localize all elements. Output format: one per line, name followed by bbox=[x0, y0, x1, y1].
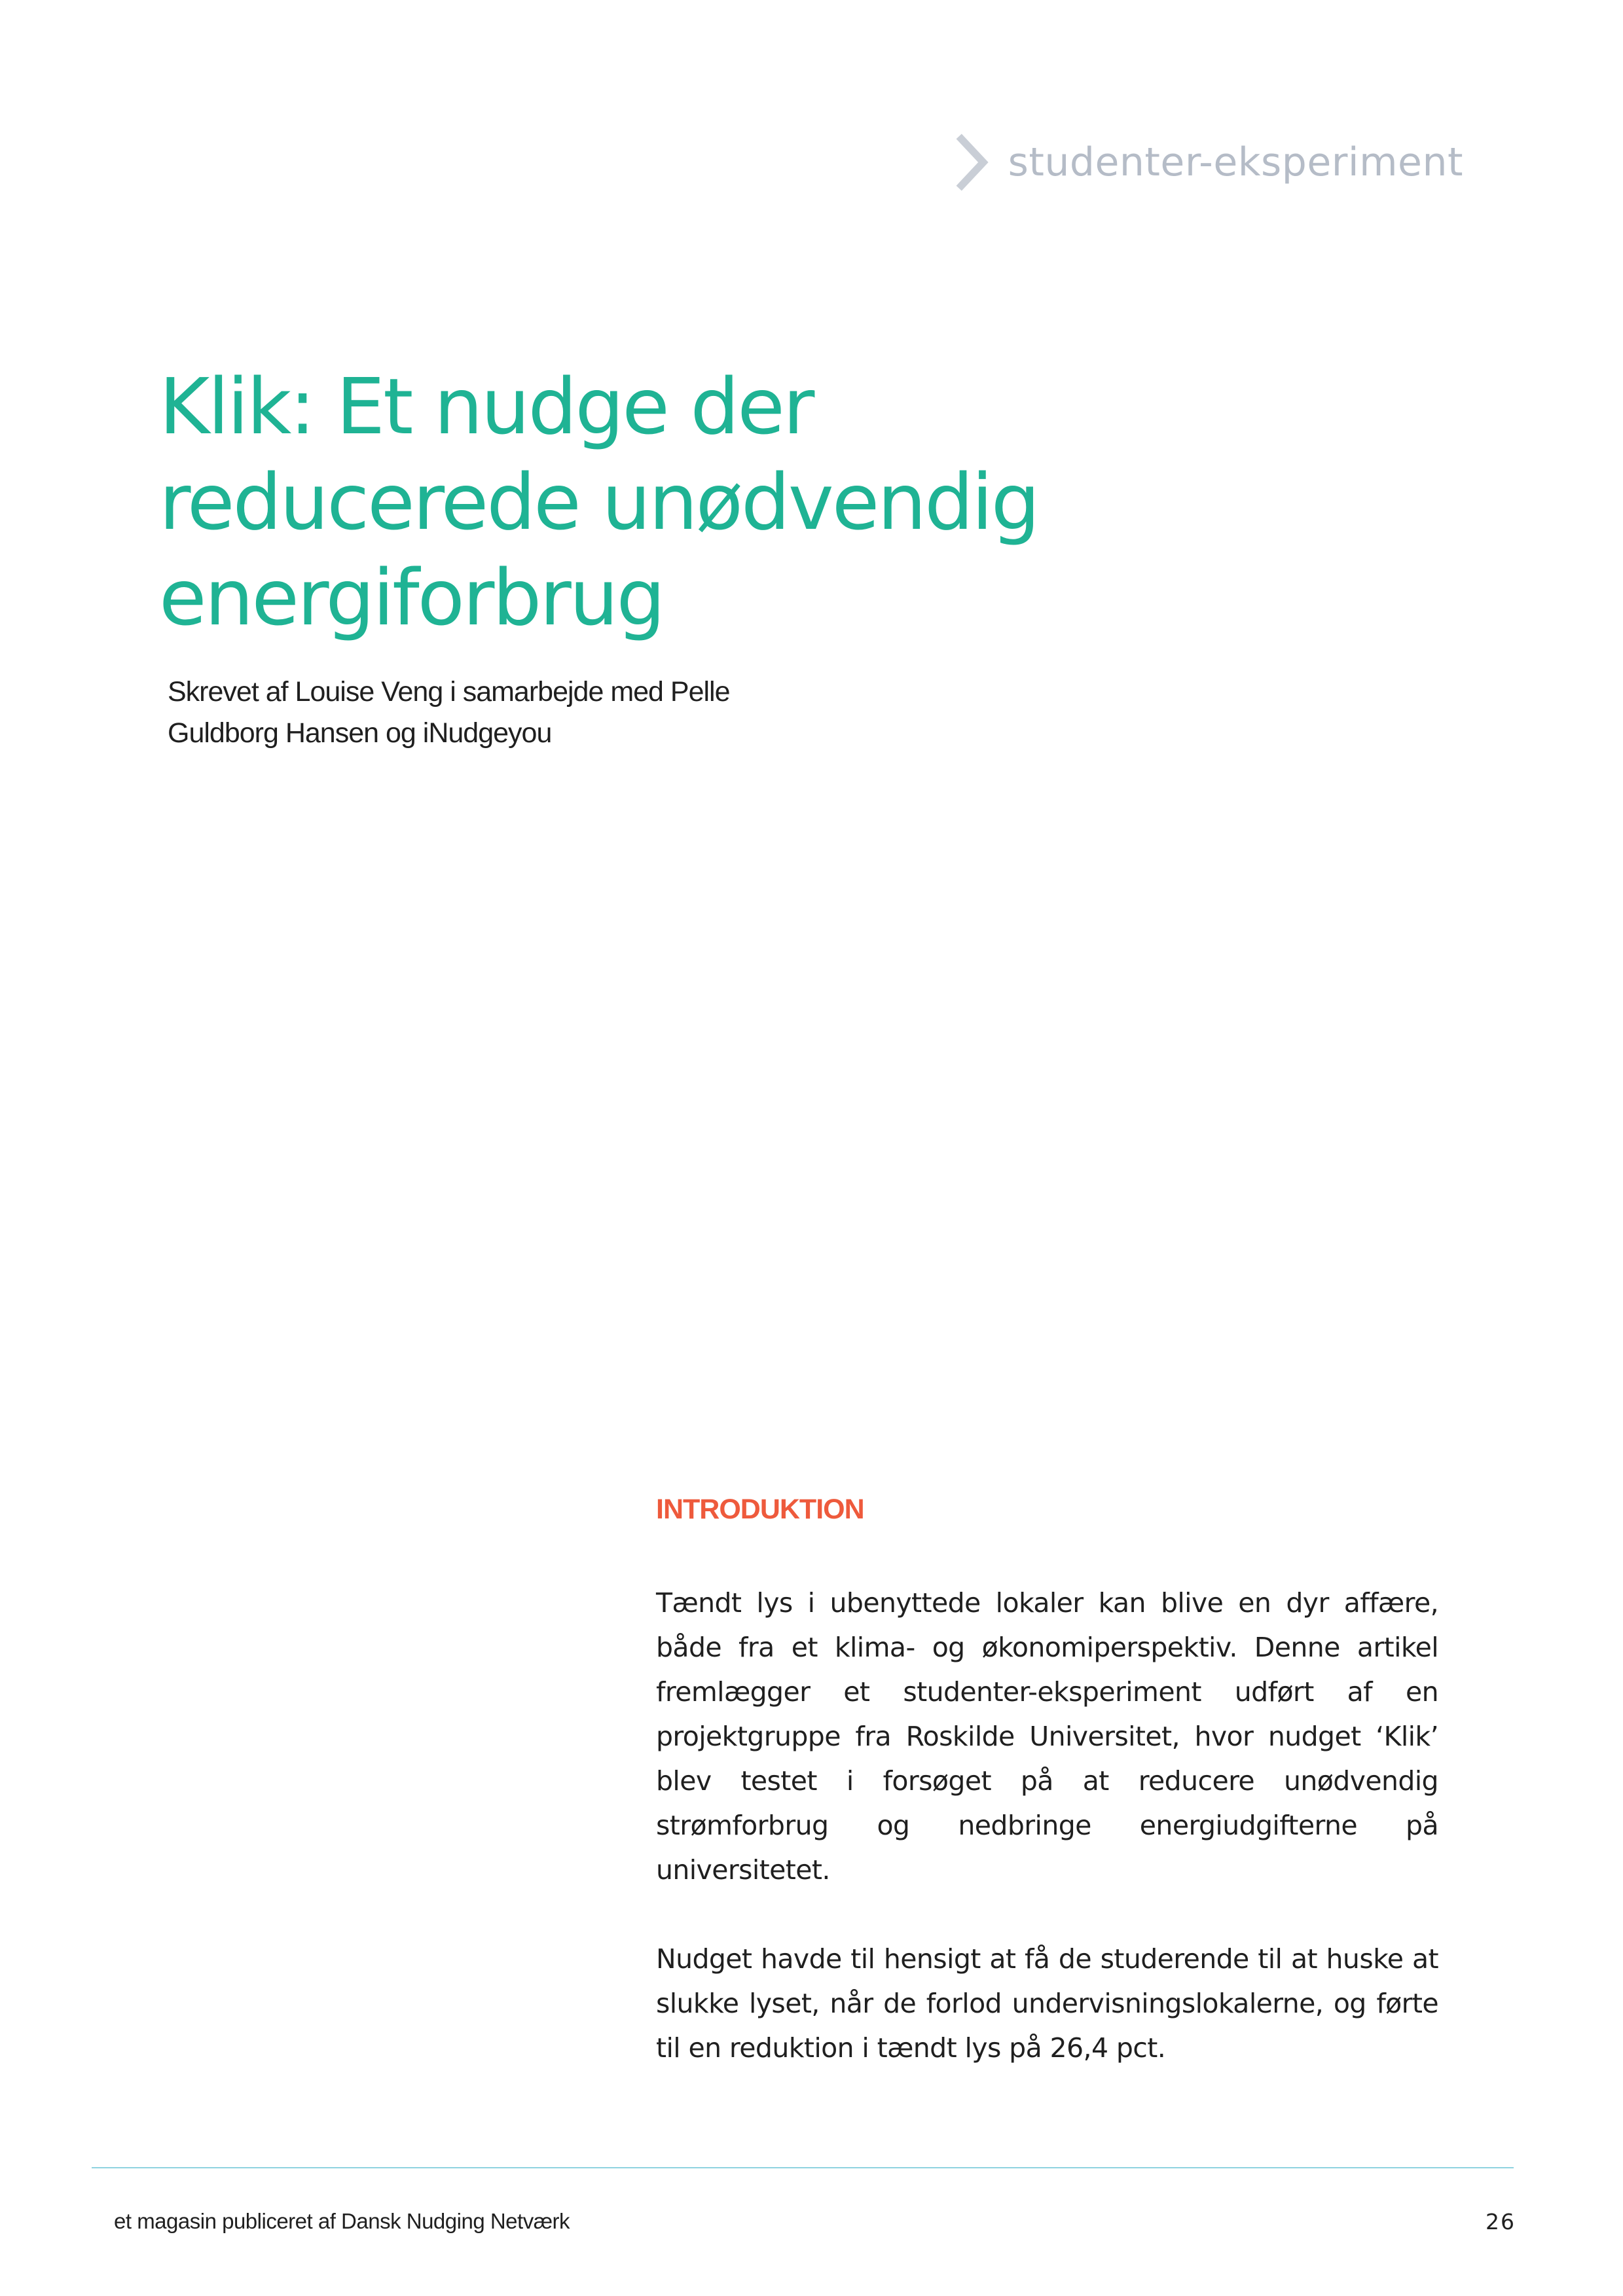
footer-divider bbox=[92, 2167, 1514, 2168]
chevron-right-icon bbox=[953, 126, 990, 198]
article-title-line: reducerede unødvendig bbox=[159, 457, 1038, 547]
introduction-paragraph: Nudget havde til hensigt at få de studerende til at huske at slukke lyset, når de forlod undervisningslokalerne, og førte til en reduktion i tændt lys på 26,4 pct. bbox=[656, 1943, 1438, 2064]
article-title-line: energiforbrug bbox=[159, 552, 664, 643]
byline-line: Guldborg Hansen og iNudgeyou bbox=[168, 717, 552, 749]
article-title bbox=[159, 359, 1141, 645]
introduction-paragraph: Tændt lys i ubenyttede lokaler kan blive en dyr affære, både fra et klima- og økonomiperspektiv. Denne artikel fremlægger et studenter-eksperiment udført af en projektgruppe fra Roskilde Universitet, hvor nudget ‘Klik’ blev testet i forsøget på at reducere unødvendig strømforbrug og nedbringe energiudgifterne på universitetet. bbox=[656, 1587, 1438, 1886]
section-tag-label: studenter-eksperiment bbox=[1008, 139, 1463, 185]
article-title-line: Klik: Et nudge der bbox=[159, 361, 813, 452]
introduction-heading: INTRODUKTION bbox=[656, 1494, 864, 1525]
article-byline bbox=[168, 672, 888, 754]
section-tag bbox=[953, 123, 1463, 202]
footer-publisher-text: et magasin publiceret af Dansk Nudging Netværk bbox=[114, 2209, 570, 2233]
page-number: 26 bbox=[1486, 2209, 1516, 2234]
introduction-body bbox=[656, 1581, 1438, 2115]
byline-line: Skrevet af Louise Veng i samarbejde med Pelle bbox=[168, 676, 730, 708]
